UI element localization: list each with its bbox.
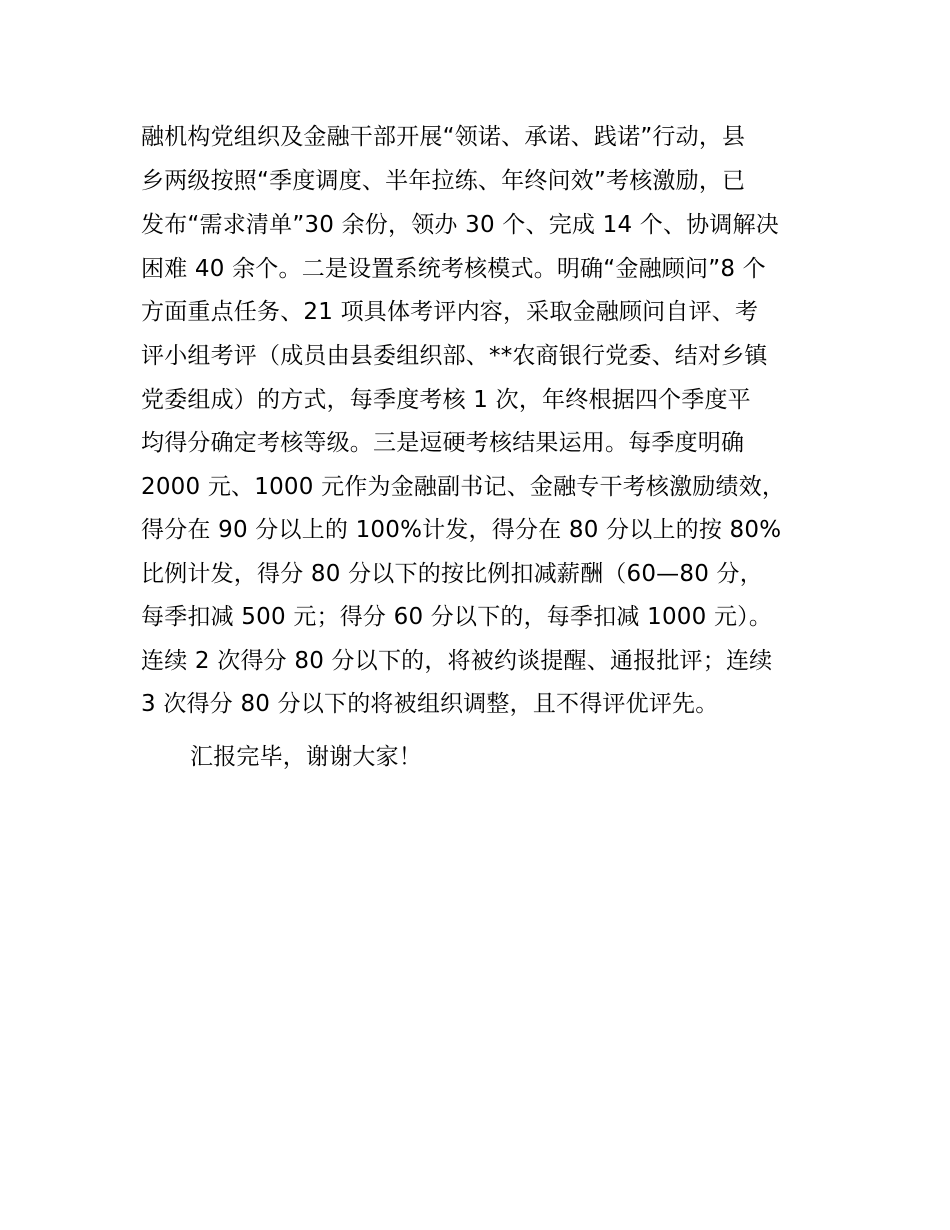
paragraph-line: 困难 40 余个。二是设置系统考核模式。明确“金融顾问”8 个 [141,256,766,282]
paragraph-line: 2000 元、1000 元作为金融副书记、金融专干考核激励绩效， [141,474,786,500]
closing-remark: 汇报完毕，谢谢大家！ [190,744,422,770]
paragraph-line: 党委组成）的方式，每季度考核 1 次，年终根据四个季度平 [141,387,751,413]
paragraph-line: 乡两级按照“季度调度、半年拉练、年终问效”考核激励，已 [141,168,746,194]
paragraph-line: 连续 2 次得分 80 分以下的，将被约谈提醒、通报批评；连续 [141,648,773,674]
paragraph-line: 均得分确定考核等级。三是逗硬考核结果运用。每季度明确 [141,430,745,456]
paragraph-line: 评小组考评（成员由县委组织部、**农商银行党委、结对乡镇 [141,343,768,369]
paragraph-line: 方面重点任务、21 项具体考评内容，采取金融顾问自评、考 [141,299,759,325]
paragraph-line: 融机构党组织及金融干部开展“领诺、承诺、践诺”行动，县 [141,124,746,150]
paragraph-line: 每季扣减 500 元；得分 60 分以下的，每季扣减 1000 元）。 [141,604,773,630]
paragraph-line: 比例计发，得分 80 分以下的按比例扣减薪酬（60—80 分， [141,561,763,587]
paragraph-line: 得分在 90 分以上的 100%计发，得分在 80 分以上的按 80% [141,517,782,543]
paragraph-line: 3 次得分 80 分以下的将被组织调整，且不得评优评先。 [141,691,719,717]
paragraph-line: 发布“需求清单”30 余份，领办 30 个、完成 14 个、协调解决 [141,212,779,238]
